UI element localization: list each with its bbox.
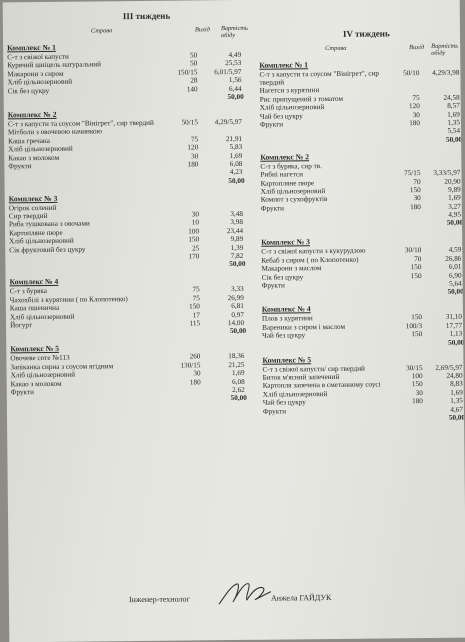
complex-title: Комплекс № 2 <box>7 109 57 120</box>
dish-cost: 4,67 <box>450 405 463 414</box>
portion-output: 75 <box>190 135 199 144</box>
portion-output: 140 <box>186 84 198 94</box>
complex-total-value: 50,00 <box>448 338 465 347</box>
complex-total-value: 50,00 <box>228 176 245 185</box>
dish-name: Сік без цукру <box>7 86 50 95</box>
dish-name: Хліб цільнозерновий <box>10 370 76 380</box>
dish-cost: 3,48 <box>230 209 243 219</box>
dish-name: Чай без цукру <box>262 331 306 340</box>
portion-output: 150 <box>188 235 200 244</box>
dish-name: Фрукти <box>10 388 34 397</box>
portion-output: 115 <box>189 319 201 328</box>
dish-cost: 21,25 <box>228 360 245 369</box>
dish-name: Макарони з сиром <box>7 69 64 79</box>
dish-cost: 1,69 <box>447 110 460 119</box>
dish-name: Огірок солений <box>8 203 57 213</box>
dish-name: Хліб цільнозерновий <box>9 236 74 246</box>
portion-output: 100 <box>411 372 423 381</box>
dish-cost: 21,91 <box>225 134 243 143</box>
dish-cost: 1,69 <box>450 388 463 397</box>
portion-output: 75 <box>412 93 420 102</box>
dish-name: Фрукти <box>259 120 284 129</box>
dish-name: Биток м'ясний запечений <box>262 372 340 382</box>
complex-title: Комплекс № 4 <box>9 277 59 287</box>
dish-cost: 8,83 <box>450 380 463 389</box>
dish-cost: 3,33/5,97 <box>433 168 461 178</box>
portion-output: 70 <box>413 177 421 186</box>
dish-name: Чай без цукру <box>259 111 303 121</box>
portion-output: 30 <box>413 194 421 203</box>
dish-name: Сік без цукру <box>261 272 304 282</box>
portion-output: 150/15 <box>177 68 198 77</box>
handwritten-signature <box>215 578 275 613</box>
dish-name: Картопля запечена в сметанному соусі <box>262 380 381 391</box>
dish-cost: 2,69/5,97 <box>435 363 463 372</box>
dish-name: Хліб цільнозерновий <box>260 186 326 196</box>
dish-name: Риба тушкована з овочами <box>8 219 90 229</box>
portion-output: 50 <box>189 51 198 60</box>
dish-cost: 6,90 <box>448 271 462 280</box>
portion-output: 30 <box>191 151 199 160</box>
dish-name: Кебаб з сиром ( по Клопотенко) <box>261 255 359 265</box>
complex-block <box>260 151 464 231</box>
portion-output: 150 <box>409 185 421 195</box>
portion-output: 17 <box>192 310 200 320</box>
dish-cost: 26,99 <box>227 293 244 302</box>
portion-output: 180 <box>409 119 420 128</box>
dish-cost: 24,58 <box>443 93 460 102</box>
complex-title: Комплекс № 3 <box>261 237 310 248</box>
portion-output: 30 <box>415 388 423 397</box>
dish-cost: 14,00 <box>227 318 245 328</box>
menu-column-left <box>7 26 257 413</box>
portion-output: 50 <box>190 59 198 68</box>
portion-output: 130/15 <box>180 361 201 370</box>
dish-name: Сік фруктовий без цукру <box>9 245 86 254</box>
dish-name: Фрукти <box>261 281 285 290</box>
signature-role: Інженер-технолог <box>128 594 190 605</box>
dish-cost: 8,57 <box>447 101 460 110</box>
dish-cost: 3,33 <box>231 285 244 294</box>
portion-output: 30/15 <box>406 363 423 372</box>
dish-cost: 5,54 <box>447 126 461 136</box>
complex-total-value: 50,00 <box>445 135 463 144</box>
dish-name: Фрукти <box>262 407 287 416</box>
portion-output: 150 <box>410 271 422 280</box>
dish-name: Сир твердий <box>8 212 48 221</box>
complex-title: Комплекс № 1 <box>259 60 309 70</box>
dish-cost: 5,64 <box>449 279 462 288</box>
portion-output: 150 <box>411 330 423 339</box>
dish-cost: 4,95 <box>448 210 461 219</box>
column-header-dish: Страва <box>325 44 347 53</box>
portion-output: 150 <box>411 380 423 389</box>
complex-total <box>9 176 255 189</box>
menu-sheet <box>3 0 465 642</box>
complex-block <box>10 343 257 407</box>
dish-cost: 6,81 <box>231 302 244 311</box>
dish-name: Фрукти <box>260 204 285 213</box>
complex-block <box>10 276 257 340</box>
signature-name: Анжела ГАЙДУК <box>270 593 332 603</box>
complex-total-value: 50,00 <box>446 219 464 228</box>
complex-title: Комплекс № 2 <box>260 151 310 162</box>
complex-total-value: 50,00 <box>229 327 247 336</box>
dish-cost: 0,97 <box>231 310 244 319</box>
dish-cost: 6,08 <box>229 159 243 168</box>
complex-total <box>262 288 462 300</box>
dish-name: Овочеве соте №113 <box>10 354 70 363</box>
dish-name: Вареники з сиром і маслом <box>262 322 346 332</box>
dish-cost: 5,83 <box>229 143 243 152</box>
portion-output: 120 <box>408 102 420 111</box>
dish-name: Чай без цукру <box>262 398 306 407</box>
dish-name: Каша гречана <box>8 136 50 146</box>
dish-name: Чахохбілі з курятини ( по Клопотенко) <box>9 294 128 305</box>
dish-cost: 1,13 <box>449 329 463 338</box>
complex-block <box>262 354 463 425</box>
dish-name: Рибні нагетси <box>260 170 304 179</box>
complex-block <box>9 192 256 272</box>
dish-name: Нагетси з курятини <box>259 86 320 96</box>
dish-cost: 23,44 <box>226 226 244 235</box>
portion-output: 30/10 <box>404 246 422 255</box>
dish-name: Рис припущений з томатом <box>259 94 344 104</box>
dish-cost: 1,69 <box>229 151 243 160</box>
dish-cost: 31,10 <box>445 313 463 322</box>
week-title-right: IV тиждень <box>342 28 390 39</box>
portion-output: 75 <box>192 285 200 294</box>
dish-cost: 24,80 <box>446 371 463 380</box>
dish-name: Йогурт <box>10 321 33 330</box>
complex-total-value: 50,00 <box>229 260 246 269</box>
complex-total-value: 50,00 <box>448 413 465 422</box>
column-header-dish: Страва <box>90 27 113 35</box>
portion-output: 30 <box>191 210 199 219</box>
dish-cost: 26,86 <box>445 254 462 263</box>
complex-block <box>261 237 462 300</box>
complex-title: Комплекс № 5 <box>10 344 60 354</box>
dish-name: Макарони з маслом <box>261 264 322 273</box>
dish-cost: 20,90 <box>444 177 461 186</box>
dish-name: С-т з буряка <box>9 287 47 296</box>
dish-name: Какао з молоком <box>8 153 60 162</box>
dish-cost: 4,29/5,97 <box>214 117 242 127</box>
portion-output: 260 <box>189 352 201 361</box>
portion-output: 70 <box>414 254 422 263</box>
complex-total <box>260 135 463 147</box>
portion-output: 50/15 <box>181 118 198 127</box>
portion-output: 150 <box>410 263 422 272</box>
portion-output: 30 <box>193 369 201 378</box>
dish-cost: 4,29/3,98 <box>432 68 460 77</box>
dish-name: Какао з молоком <box>10 379 62 388</box>
portion-output: 170 <box>188 252 200 261</box>
dish-cost: 1,39 <box>230 243 244 252</box>
dish-cost: 25,53 <box>225 59 242 68</box>
dish-cost: 9,89 <box>448 185 461 194</box>
dish-cost: 1,69 <box>231 369 245 378</box>
dish-name: Каша пшенична <box>9 304 60 313</box>
dish-name: Картопляне пюре <box>9 228 63 238</box>
dish-name: Курячий шніцель натуральний <box>7 60 102 70</box>
complex-total <box>10 327 256 340</box>
portion-output: 10 <box>191 218 200 227</box>
dish-cost: 6,01 <box>448 262 462 272</box>
portion-output: 150 <box>189 302 200 311</box>
dish-cost: 3,98 <box>230 218 244 227</box>
dish-name: Фрукти <box>8 162 32 171</box>
portion-output: 100/3 <box>405 321 423 331</box>
dish-name: С-т з капусти та соусом "Вінігрет", сир твердий <box>7 118 154 129</box>
dish-cost: 2,62 <box>232 385 245 394</box>
portion-output: 25 <box>192 244 200 253</box>
dish-cost: 7,82 <box>230 251 244 261</box>
portion-output: 75 <box>192 294 200 303</box>
dish-name: С-т з свіжої капусти з кукурудзою <box>261 247 366 257</box>
dish-cost: 1,35 <box>447 118 460 127</box>
dish-name: Мітболи з овочевою начинкою <box>7 127 103 137</box>
dish-name: Картопляне пюре <box>260 178 315 188</box>
dish-cost: 4,59 <box>448 246 462 255</box>
portion-output: 30 <box>412 110 420 119</box>
complex-block <box>261 304 465 350</box>
portion-output: 180 <box>410 202 421 211</box>
column-header-output: Вихід <box>194 26 210 34</box>
dish-name: С-т з свіжої капусти/ сир твердий <box>262 364 365 374</box>
column-header-cost: Вартість обіду <box>220 24 248 39</box>
dish-cost: 4,49 <box>228 50 242 60</box>
dish-name: Хліб цільнозерновий <box>7 77 73 87</box>
dish-cost: 4,23 <box>229 168 243 177</box>
complex-total <box>8 93 254 106</box>
portion-output: 180 <box>412 397 423 406</box>
portion-output: 50/10 <box>403 69 420 78</box>
dish-cost: 1,56 <box>228 76 242 85</box>
dish-cost: 3,27 <box>448 202 461 211</box>
dish-name: Компот з сухофруктів <box>260 195 328 205</box>
dish-cost: 6,08 <box>232 377 245 386</box>
complex-total <box>11 394 257 407</box>
dish-cost: 1,69 <box>448 193 461 203</box>
dish-cost: 6,01/5,97 <box>214 67 242 76</box>
column-header-cost: Вартість обіду <box>431 42 459 57</box>
dish-name: Запіканка сирна з соусом ягідним <box>10 362 114 372</box>
dish-cost: 18,36 <box>228 352 245 361</box>
portion-output: 180 <box>187 160 199 169</box>
dish-name: Хліб цільнозерновий <box>262 389 328 399</box>
complex-title: Комплекс № 1 <box>7 42 56 53</box>
complex-block <box>259 60 463 148</box>
dish-name: С-т з капусти та соусом "Вінігрет", сир твердий <box>259 69 380 87</box>
portion-output: 75/15 <box>404 169 421 178</box>
dish-cost: 9,89 <box>230 235 244 244</box>
dish-name: Хліб цільнозерновий <box>8 144 73 154</box>
complex-block <box>7 42 254 106</box>
dish-name: С-т з свіжої капусти <box>7 52 69 62</box>
dish-name: Хліб цільнозерновий <box>9 312 75 321</box>
complex-total-value: 50,00 <box>227 92 244 102</box>
complex-total-value: 50,00 <box>447 288 464 297</box>
complex-title: Комплекс № 5 <box>262 354 312 365</box>
complex-total <box>261 219 464 231</box>
dish-name: Плов з курятини <box>261 314 313 324</box>
complex-total <box>9 260 255 273</box>
dish-name: Хліб цільнозерновий <box>259 103 325 112</box>
portion-output: 150 <box>411 313 423 322</box>
dish-cost: 17,77 <box>445 321 463 330</box>
portion-output: 120 <box>187 143 199 152</box>
week-title-left: III тиждень <box>122 10 171 22</box>
column-header-output: Вихід <box>409 43 425 52</box>
complex-total <box>262 338 465 350</box>
complex-total-value: 50,00 <box>230 394 247 403</box>
menu-column-right <box>259 44 463 432</box>
portion-output: 28 <box>190 76 198 85</box>
complex-title: Комплекс № 3 <box>8 193 58 204</box>
portion-output: 100 <box>188 227 200 236</box>
complex-title: Комплекс № 4 <box>261 304 311 315</box>
dish-name: С-т з буряка, сир тв. <box>260 161 323 171</box>
complex-block <box>8 109 255 189</box>
portion-output: 180 <box>189 377 201 387</box>
dish-cost: 1,35 <box>450 396 463 405</box>
complex-total <box>263 414 463 426</box>
dish-cost: 6,44 <box>228 84 242 93</box>
